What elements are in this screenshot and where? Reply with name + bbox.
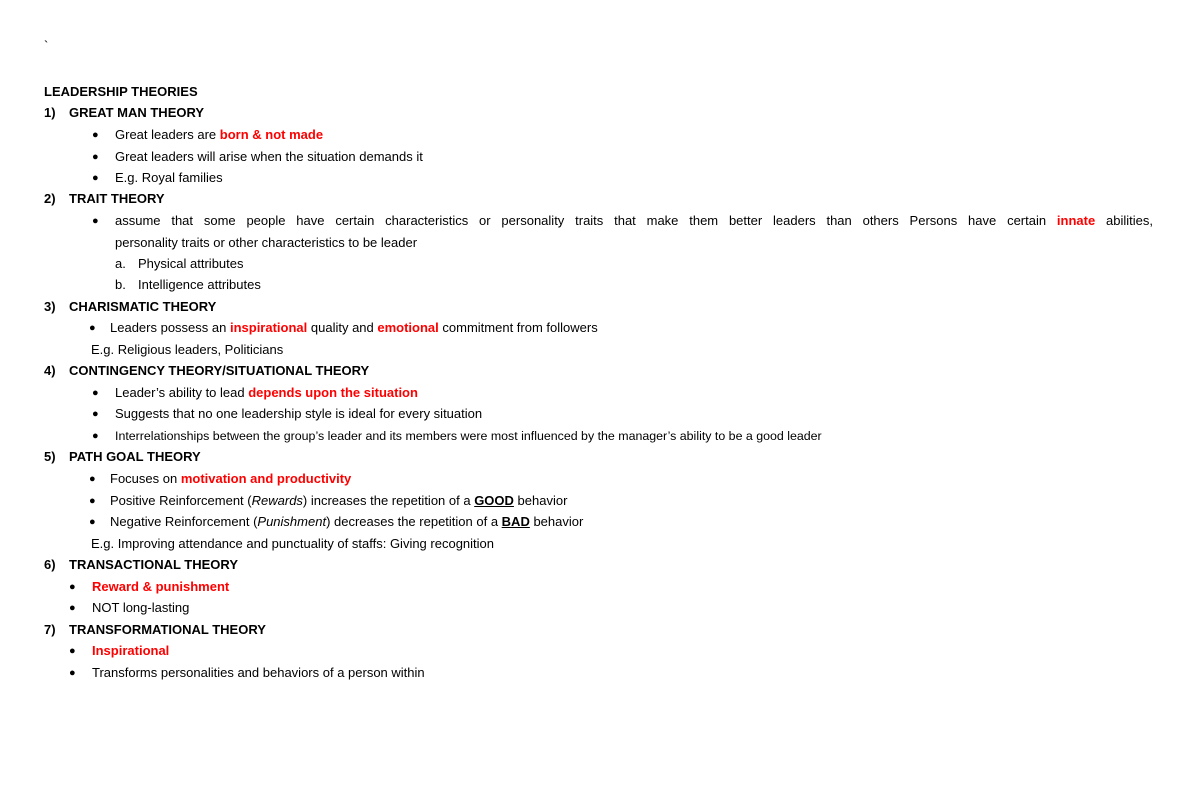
bullet-text-justified (115, 213, 1153, 229)
text-run: Negative Reinforcement ( (110, 514, 258, 529)
highlight-text: emotional (377, 320, 439, 335)
bullet-text (115, 385, 418, 401)
section-heading: GREAT MAN THEORY (69, 105, 205, 120)
bullet-icon: ● (92, 172, 99, 184)
section-heading: CONTINGENCY THEORY/SITUATIONAL THEORY (69, 363, 370, 378)
bullet-icon: ● (69, 602, 76, 614)
bullet-icon: ● (89, 322, 96, 334)
sub-item-text: Intelligence attributes (138, 277, 261, 292)
text-run: behavior (529, 514, 584, 529)
text-run: Leader’s ability to lead (115, 385, 249, 400)
section-number: 3) (44, 299, 56, 314)
bullet-text (110, 514, 583, 530)
bullet-text: Great leaders will arise when the situation demands it (115, 149, 423, 164)
highlight-text: depends upon the situation (248, 385, 418, 400)
text-run: ) decreases the repetition of a (326, 514, 502, 529)
example-text: E.g. Religious leaders, Politicians (91, 342, 284, 357)
bullet-icon: ● (92, 215, 99, 227)
bullet-icon: ● (92, 408, 99, 420)
text-run: quality and (307, 320, 378, 335)
highlight-text: innate (1056, 213, 1096, 228)
highlight-text: inspirational (229, 320, 308, 335)
text-run: Leaders possess an (110, 320, 230, 335)
document-title: LEADERSHIP THEORIES (44, 84, 198, 99)
stray-backtick: ` (44, 38, 49, 53)
section-heading: CHARISMATIC THEORY (69, 299, 217, 314)
bullet-icon: ● (89, 495, 96, 507)
section-heading: TRAIT THEORY (69, 191, 165, 206)
section-number: 2) (44, 191, 56, 206)
example-text: E.g. Improving attendance and punctuality of staffs: Giving recognition (91, 536, 494, 551)
bullet-icon: ● (92, 387, 99, 399)
bullet-icon: ● (89, 516, 96, 528)
sub-item-marker: a. (115, 256, 126, 271)
highlight-text: Reward & punishment (92, 579, 230, 594)
highlight-text: motivation and productivity (180, 471, 352, 486)
bullet-text (115, 127, 323, 143)
bullet-text: Interrelationships between the group’s leader and its members were most influenced by the manager’s ability to be a good leader (115, 429, 822, 443)
bullet-text-continuation: personality traits or other characteristics to be leader (115, 235, 418, 250)
text-run: assume that some people have certain characteristics or personality traits that make them better leaders than others Persons have certain (115, 213, 1057, 228)
underlined-text: BAD (501, 514, 530, 529)
text-run: Focuses on (110, 471, 181, 486)
bullet-icon: ● (92, 430, 99, 442)
italic-text: Rewards (251, 493, 303, 508)
bullet-text: Suggests that no one leadership style is ideal for every situation (115, 406, 483, 421)
text-run: Great leaders are (115, 127, 220, 142)
section-number: 5) (44, 449, 56, 464)
bullet-text (110, 471, 351, 487)
underlined-text: GOOD (474, 493, 514, 508)
bullet-icon: ● (92, 129, 99, 141)
section-number: 7) (44, 622, 56, 637)
bullet-text (110, 493, 567, 509)
sub-item-marker: b. (115, 277, 126, 292)
bullet-icon: ● (69, 581, 76, 593)
italic-text: Punishment (257, 514, 327, 529)
section-heading: TRANSACTIONAL THEORY (69, 557, 238, 572)
bullet-text: Transforms personalities and behaviors of a person within (92, 665, 425, 680)
sub-item-text: Physical attributes (138, 256, 244, 271)
section-number: 6) (44, 557, 56, 572)
bullet-text: E.g. Royal families (115, 170, 223, 185)
section-number: 4) (44, 363, 56, 378)
text-run: abilities, (1095, 213, 1153, 228)
bullet-text: NOT long-lasting (92, 600, 190, 615)
text-run: commitment from followers (438, 320, 598, 335)
section-number: 1) (44, 105, 56, 120)
highlight-text: born & not made (219, 127, 324, 142)
bullet-icon: ● (92, 151, 99, 163)
text-run: Positive Reinforcement ( (110, 493, 252, 508)
bullet-icon: ● (89, 473, 96, 485)
section-heading: TRANSFORMATIONAL THEORY (69, 622, 266, 637)
bullet-icon: ● (69, 667, 76, 679)
text-run: behavior (513, 493, 568, 508)
bullet-text (110, 320, 598, 336)
bullet-icon: ● (69, 645, 76, 657)
highlight-text: Inspirational (92, 643, 170, 658)
section-heading: PATH GOAL THEORY (69, 449, 201, 464)
text-run: ) increases the repetition of a (302, 493, 475, 508)
